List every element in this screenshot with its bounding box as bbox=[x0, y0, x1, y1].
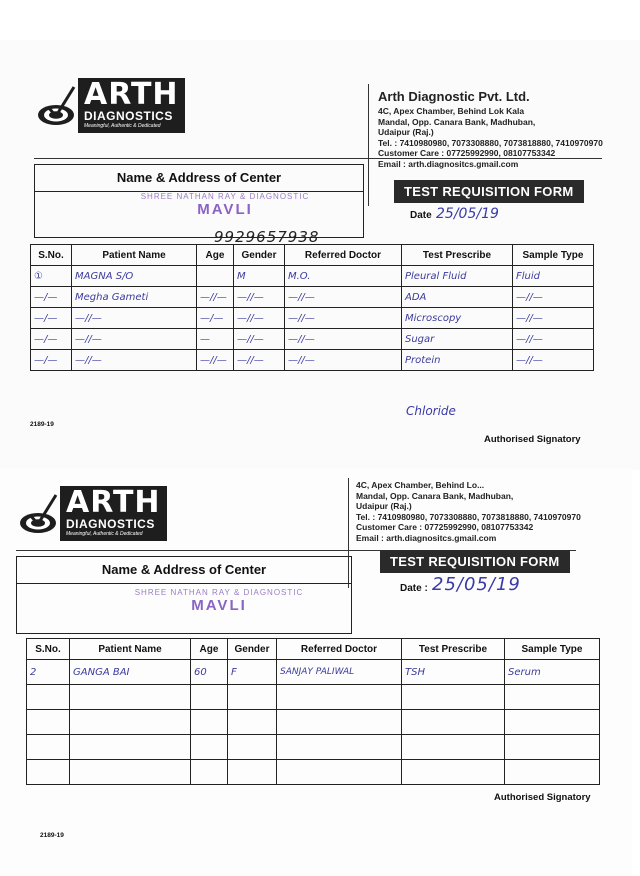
extra-note: Chloride bbox=[406, 404, 456, 418]
table-header-row bbox=[31, 245, 594, 266]
cell-gender bbox=[228, 710, 277, 735]
authorised-signatory: Authorised Signatory bbox=[494, 792, 591, 803]
company-name: Arth Diagnostic Pvt. Ltd. bbox=[378, 89, 530, 104]
form-title: TEST REQUISITION FORM bbox=[394, 180, 584, 203]
address-line: Udaipur (Raj.) bbox=[356, 501, 412, 511]
cell-sample-type: Fluid bbox=[513, 266, 594, 287]
address-line: Customer Care : 07725992990, 08107753342 bbox=[378, 148, 556, 158]
cell-sno: —/— bbox=[31, 329, 72, 350]
col-patient-name: Patient Name bbox=[72, 245, 197, 266]
form-title: TEST REQUISITION FORM bbox=[380, 550, 570, 573]
cell-age bbox=[191, 735, 228, 760]
col-test-prescribe: Test Prescribe bbox=[402, 245, 513, 266]
address-line: Tel. : 7410980980, 7073308880, 7073818880, 7410970970 bbox=[356, 511, 581, 522]
col-age: Age bbox=[197, 245, 234, 266]
cell-sno bbox=[27, 685, 70, 710]
cell-patient-name bbox=[70, 760, 191, 785]
table-row bbox=[27, 710, 600, 735]
col-sno: S.No. bbox=[31, 245, 72, 266]
date-value: 25/05/19 bbox=[432, 574, 521, 595]
address-line: Customer Care : 07725992990, 08107753342 bbox=[356, 522, 534, 532]
cell-patient-name: —//— bbox=[72, 329, 197, 350]
col-patient-name: Patient Name bbox=[70, 639, 191, 660]
stamp-name: MAVLI bbox=[191, 597, 247, 614]
cell-referred-doctor: SANJAY PALIWAL bbox=[277, 660, 402, 685]
cell-gender: —//— bbox=[234, 287, 285, 308]
cell-test-prescribe: Protein bbox=[402, 350, 513, 371]
cell-age bbox=[191, 710, 228, 735]
table-row bbox=[31, 329, 594, 350]
cell-patient-name bbox=[70, 685, 191, 710]
cell-sno: ① bbox=[31, 266, 72, 287]
cell-sno: —/— bbox=[31, 287, 72, 308]
cell-test-prescribe: Microscopy bbox=[402, 308, 513, 329]
cell-test-prescribe bbox=[402, 710, 505, 735]
table-row bbox=[31, 287, 594, 308]
address-line: 4C, Apex Chamber, Behind Lo... bbox=[356, 480, 485, 490]
center-header: Name & Address of Center bbox=[17, 557, 351, 584]
cell-sno bbox=[27, 760, 70, 785]
cell-age bbox=[191, 760, 228, 785]
address-line: Mandal, Opp. Canara Bank, Madhuban, bbox=[378, 116, 536, 127]
table-row bbox=[27, 760, 600, 785]
center-phone: 9929657938 bbox=[214, 228, 320, 246]
cell-gender: F bbox=[228, 660, 277, 685]
target-check-icon bbox=[36, 85, 78, 127]
center-header: Name & Address of Center bbox=[35, 165, 363, 192]
cell-test-prescribe: TSH bbox=[402, 660, 505, 685]
stamp-arc-text: SHREE NATHAN RAY & DIAGNOSTIC bbox=[140, 192, 310, 201]
table-row bbox=[27, 735, 600, 760]
cell-patient-name: —//— bbox=[72, 350, 197, 371]
cell-age bbox=[191, 685, 228, 710]
table-row bbox=[31, 308, 594, 329]
cell-gender: —//— bbox=[234, 308, 285, 329]
cell-patient-name bbox=[70, 735, 191, 760]
cell-test-prescribe: ADA bbox=[402, 287, 513, 308]
arth-logo bbox=[18, 486, 167, 541]
center-stamp bbox=[124, 588, 314, 614]
cell-referred-doctor: —//— bbox=[285, 329, 402, 350]
cell-sample-type: —//— bbox=[513, 308, 594, 329]
cell-sample-type bbox=[505, 685, 600, 710]
cell-test-prescribe bbox=[402, 760, 505, 785]
form-number: 2189-19 bbox=[40, 832, 64, 839]
col-sample-type: Sample Type bbox=[513, 245, 594, 266]
target-check-icon bbox=[18, 493, 60, 535]
patient-table bbox=[30, 244, 594, 371]
cell-age bbox=[197, 266, 234, 287]
center-stamp bbox=[130, 192, 320, 218]
address-line: Email : arth.diagnositcs.gmail.com bbox=[356, 532, 497, 543]
cell-patient-name: Megha Gameti bbox=[72, 287, 197, 308]
cell-referred-doctor bbox=[277, 685, 402, 710]
cell-age: —//— bbox=[197, 287, 234, 308]
logo-brand: ARTH bbox=[84, 77, 179, 112]
company-address bbox=[378, 88, 603, 169]
table-row bbox=[31, 350, 594, 371]
cell-test-prescribe bbox=[402, 685, 505, 710]
cell-sample-type: Serum bbox=[505, 660, 600, 685]
cell-referred-doctor: —//— bbox=[285, 308, 402, 329]
form-number: 2189-19 bbox=[30, 421, 54, 428]
col-test-prescribe: Test Prescribe bbox=[402, 639, 505, 660]
cell-sample-type: —//— bbox=[513, 287, 594, 308]
cell-test-prescribe bbox=[402, 735, 505, 760]
cell-sno bbox=[27, 735, 70, 760]
cell-sample-type: —//— bbox=[513, 329, 594, 350]
logo-brand: ARTH bbox=[66, 485, 161, 520]
stamp-arc-text: SHREE NATHAN RAY & DIAGNOSTIC bbox=[134, 588, 304, 597]
cell-sno: —/— bbox=[31, 308, 72, 329]
table-header-row bbox=[27, 639, 600, 660]
col-gender: Gender bbox=[234, 245, 285, 266]
col-sno: S.No. bbox=[27, 639, 70, 660]
logo-sub: DIAGNOSTICS bbox=[66, 517, 155, 531]
address-line: Mandal, Opp. Canara Bank, Madhuban, bbox=[356, 490, 514, 501]
cell-sample-type bbox=[505, 760, 600, 785]
stamp-name: MAVLI bbox=[197, 201, 253, 218]
cell-gender: —//— bbox=[234, 329, 285, 350]
authorised-signatory: Authorised Signatory bbox=[484, 434, 581, 445]
company-address bbox=[356, 480, 581, 543]
col-age: Age bbox=[191, 639, 228, 660]
cell-age: — bbox=[197, 329, 234, 350]
cell-patient-name: MAGNA S/O bbox=[72, 266, 197, 287]
table-row bbox=[27, 660, 600, 685]
cell-age: 60 bbox=[191, 660, 228, 685]
cell-sno: 2 bbox=[27, 660, 70, 685]
date-label: Date bbox=[410, 210, 432, 221]
address-line: Udaipur (Raj.) bbox=[378, 127, 434, 137]
arth-logo bbox=[36, 78, 185, 133]
table-row bbox=[31, 266, 594, 287]
col-sample-type: Sample Type bbox=[505, 639, 600, 660]
cell-referred-doctor: —//— bbox=[285, 350, 402, 371]
cell-sample-type: —//— bbox=[513, 350, 594, 371]
table-row bbox=[27, 685, 600, 710]
cell-referred-doctor bbox=[277, 710, 402, 735]
cell-sno: —/— bbox=[31, 350, 72, 371]
cell-age: —/— bbox=[197, 308, 234, 329]
address-line: Tel. : 7410980980, 7073308880, 7073818880, 7410970970 bbox=[378, 137, 603, 148]
cell-referred-doctor bbox=[277, 735, 402, 760]
col-gender: Gender bbox=[228, 639, 277, 660]
cell-sno bbox=[27, 710, 70, 735]
logo-tagline: Meaningful, Authentic & Dedicated bbox=[84, 123, 161, 129]
cell-patient-name: GANGA BAI bbox=[70, 660, 191, 685]
address-line: 4C, Apex Chamber, Behind Lok Kala bbox=[378, 106, 525, 116]
cell-gender bbox=[228, 735, 277, 760]
address-line: Email : arth.diagnositcs.gmail.com bbox=[378, 158, 519, 169]
logo-sub: DIAGNOSTICS bbox=[84, 109, 173, 123]
cell-age: —//— bbox=[197, 350, 234, 371]
date-value: 25/05/19 bbox=[436, 206, 499, 222]
cell-test-prescribe: Sugar bbox=[402, 329, 513, 350]
col-referred-doctor: Referred Doctor bbox=[277, 639, 402, 660]
requisition-form-top bbox=[0, 40, 640, 470]
cell-gender bbox=[228, 685, 277, 710]
cell-referred-doctor: —//— bbox=[285, 287, 402, 308]
patient-table bbox=[26, 638, 600, 785]
cell-referred-doctor: M.O. bbox=[285, 266, 402, 287]
cell-referred-doctor bbox=[277, 760, 402, 785]
cell-patient-name bbox=[70, 710, 191, 735]
cell-sample-type bbox=[505, 710, 600, 735]
date-label: Date : bbox=[400, 583, 428, 594]
col-referred-doctor: Referred Doctor bbox=[285, 245, 402, 266]
cell-gender bbox=[228, 760, 277, 785]
cell-patient-name: —//— bbox=[72, 308, 197, 329]
cell-gender: —//— bbox=[234, 350, 285, 371]
requisition-form-bottom bbox=[0, 468, 632, 876]
logo-tagline: Meaningful, Authentic & Dedicated bbox=[66, 531, 143, 537]
cell-gender: M bbox=[234, 266, 285, 287]
cell-sample-type bbox=[505, 735, 600, 760]
cell-test-prescribe: Pleural Fluid bbox=[402, 266, 513, 287]
